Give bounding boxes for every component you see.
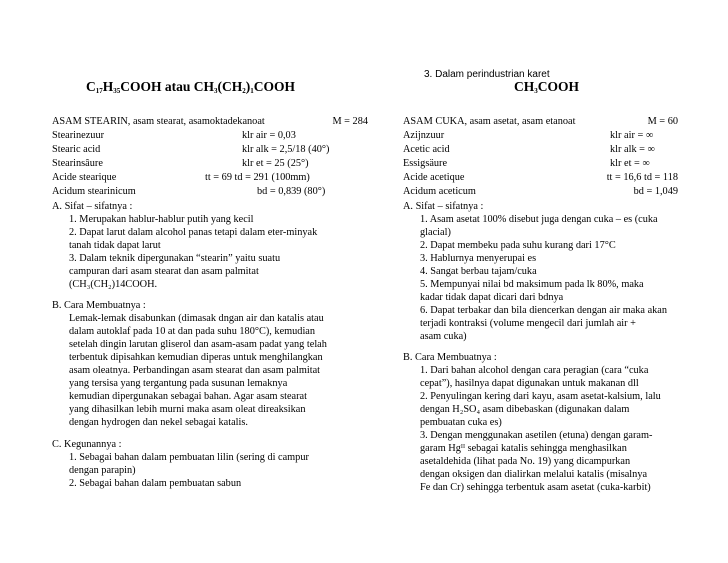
list-item: asam cuka) (420, 331, 467, 342)
names-row (52, 157, 368, 170)
compound-name: Acide acetique (403, 172, 465, 183)
left-sifat-title: A. Sifat – sifatnya : (52, 201, 133, 212)
list-item: 1. Sebagai bahan dalam pembuatan lilin (sering di campur (69, 452, 309, 463)
names-row (403, 143, 678, 156)
compound-prop: tt = 69 td = 291 (100mm) (205, 172, 310, 183)
right-cara-list (420, 364, 678, 494)
right-cara-title: B. Cara Membuatnya : (403, 352, 497, 363)
paragraph-line: kemudian dipergunakan sebagai bahan. Agar asam stearat (69, 391, 307, 402)
names-row (52, 115, 368, 128)
list-item: Fe dan Cr) sehingga terbentuk asam asetat (cuka-karbit) (420, 482, 651, 493)
compound-prop: klr air = ∞ (610, 130, 654, 141)
paragraph-line: asam oleatnya. Perbandingan asam stearat dan asam palmitat (69, 365, 321, 376)
compound-name: Acide stearique (52, 172, 117, 183)
compound-name: Stearic acid (52, 144, 101, 155)
compound-name: Acidum aceticum (403, 186, 476, 197)
list-item: 3. Dengan menggunakan asetilen (etuna) dengan garam- (420, 430, 653, 441)
compound-prop: klr et = ∞ (610, 158, 650, 169)
names-row (403, 185, 678, 198)
list-item: glacial) (420, 227, 451, 238)
list-item: kadar tidak dapat dicari dari bdnya (420, 292, 564, 303)
list-item: 2. Penyulingan kering dari kayu, asam asetat-kalsium, lalu (420, 391, 661, 402)
compound-name: Stearinsâure (52, 158, 103, 169)
right-sifat-list (420, 213, 678, 343)
compound-prop: bd = 0,839 (80°) (257, 186, 326, 197)
list-item: 5. Mempunyai nilai bd maksimum pada lk 80%, maka (420, 279, 644, 290)
right-top-item: 3. Dalam perindustrian karet (424, 69, 550, 80)
left-formula-heading: $C_{17}H_{35}COOH$ atau $CH_3(CH_2)_1COOH$ (86, 79, 296, 95)
left-guna-title: C. Kegunannya : (52, 439, 122, 450)
list-item: tanah tidak dapat larut (69, 240, 161, 251)
list-item: terjadi kontraksi (volume mengecil dari jumlah air + (420, 318, 636, 329)
list-item: dengan H₂SO₄ asam dibebaskan (digunakan dalam (420, 404, 630, 415)
compound-prop: tt = 16,6 td = 118 (606, 172, 678, 183)
compound-prop: klr et = 25 (25°) (242, 158, 309, 169)
compound-name: Stearinezuur (52, 130, 105, 141)
list-item: 2. Sebagai bahan dalam pembuatan sabun (69, 478, 242, 489)
compound-prop: klr alk = ∞ (610, 144, 655, 155)
compound-prop: klr alk = 2,5/18 (40°) (242, 144, 330, 155)
compound-prop: M = 284 (332, 116, 368, 127)
list-item: (CH₃(CH₂)14COOH. (69, 279, 158, 290)
list-item: 3. Hablurnya menyerupai es (420, 253, 537, 264)
names-row (403, 115, 678, 128)
list-item: dengan oksigen dan dialirkan melalui katalis (misalnya (420, 469, 648, 480)
list-item: asetaldehida (lihat pada No. 19) yang dicampurkan (420, 456, 631, 467)
list-item: campuran dari asam stearat dan asam palmitat (69, 266, 259, 277)
right-formula-heading: $CH_3COOH$ (514, 79, 580, 95)
paragraph-line: Lemak-lemak disabunkan (dimasak dngan air dan katalis atau (69, 313, 324, 324)
right-names-table (403, 115, 678, 195)
list-item: 2. Dapat membeku pada suhu kurang dari 17°C (420, 240, 616, 251)
left-guna-list (69, 451, 345, 490)
paragraph-line: terbentuk dipisahkan kemudian diperas untuk menghilangkan (69, 352, 323, 363)
compound-prop: klr air = 0,03 (242, 130, 296, 141)
left-cara-paragraph (69, 312, 345, 429)
list-item: garam Hgᴵᴵ sebagai katalis sehingga menghasilkan (420, 443, 627, 454)
compound-prop: bd = 1,049 (633, 186, 678, 197)
names-row (52, 143, 368, 156)
compound-name: Acetic acid (403, 144, 450, 155)
left-names-table (52, 115, 368, 195)
left-sifat-list (69, 213, 345, 291)
right-sifat-title: A. Sifat – sifatnya : (403, 201, 484, 212)
list-item: 1. Asam asetat 100% disebut juga dengan cuka – es (cuka (420, 214, 658, 225)
list-item: 2. Dapat larut dalam alcohol panas tetapi dalam eter-minyak (69, 227, 318, 238)
paragraph-line: setelah dingin larutan gliserol dan asam-asam padat yang telah (69, 339, 327, 350)
compound-name: ASAM CUKA, asam asetat, asam etanoat (403, 116, 576, 127)
list-item: 1. Merupakan hablur-hablur putih yang kecil (69, 214, 254, 225)
names-row (403, 171, 678, 184)
list-item: cepat”), hasilnya dapat digunakan untuk makanan dll (420, 378, 639, 389)
list-item: 1. Dari bahan alcohol dengan cara peragian (cara “cuka (420, 365, 649, 376)
paragraph-line: dalam autoklaf pada 10 at dan pada suhu 180°C), kemudian (69, 326, 316, 337)
paragraph-line: yang tersisa yang tergantung pada susunan lemaknya (69, 378, 288, 389)
names-row (52, 129, 368, 142)
names-row (403, 157, 678, 170)
paragraph-line: yang dihasilkan lebih murni maka asam oleat direaksikan (69, 404, 306, 415)
compound-prop: M = 60 (647, 116, 678, 127)
list-item: dengan parapin) (69, 465, 136, 476)
compound-name: ASAM STEARIN, asam stearat, asamoktadekanoat (52, 116, 265, 127)
compound-name: Azijnzuur (403, 130, 445, 141)
list-item: pembuatan cuka es) (420, 417, 502, 428)
names-row (52, 171, 368, 184)
names-row (52, 185, 368, 198)
list-item: 4. Sangat berbau tajam/cuka (420, 266, 537, 277)
paragraph-line: dengan hydrogen dan nekel sebagai katalis. (69, 417, 248, 428)
compound-name: Acidum stearinicum (52, 186, 136, 197)
list-item: 3. Dalam teknik dipergunakan “stearin” yaitu suatu (69, 253, 281, 264)
names-row (403, 129, 678, 142)
compound-name: Essigsäure (403, 158, 448, 169)
list-item: 6. Dapat terbakar dan bila diencerkan dengan air maka akan (420, 305, 668, 316)
left-cara-title: B. Cara Membuatnya : (52, 300, 146, 311)
